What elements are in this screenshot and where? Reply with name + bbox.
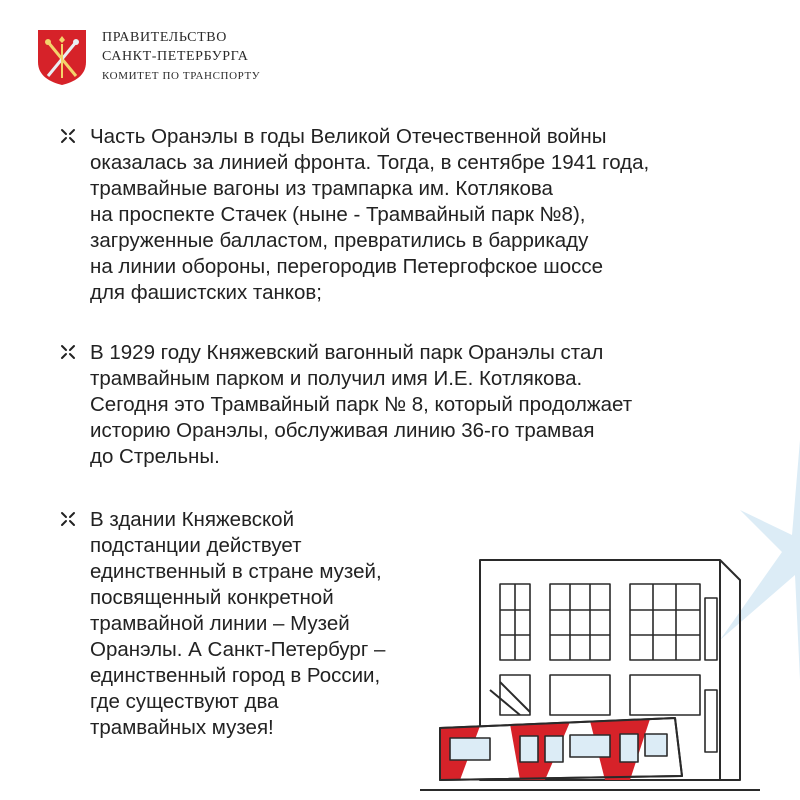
text-line: трамвайной линии – Музей <box>90 612 350 635</box>
tram-building-illustration <box>420 540 800 800</box>
text-line: на линии обороны, перегородив Петергофское шоссе <box>90 255 604 278</box>
org-line-3: КОМИТЕТ ПО ТРАНСПОРТУ <box>102 70 261 82</box>
cross-bullet-icon <box>60 344 76 360</box>
text-line: В 1929 году Княжевский вагонный парк Оранэлы стал <box>90 341 604 364</box>
text-line: трамвайным парком и получил имя И.Е. Котлякова. <box>90 367 583 390</box>
bullet-text-2 <box>90 340 632 470</box>
header <box>36 28 260 86</box>
text-line: где существуют два <box>90 690 279 713</box>
text-line: трамвайные вагоны из трампарка им. Котлякова <box>90 177 553 200</box>
text-line: до Стрельны. <box>90 445 220 468</box>
text-line: подстанции действует <box>90 534 302 557</box>
tram-icon <box>420 682 760 790</box>
cross-bullet-icon <box>60 511 76 527</box>
text-line: оказалась за линией фронта. Тогда, в сентябре 1941 года, <box>90 151 650 174</box>
text-line: историю Оранэлы, обслуживая линию 36-го трамвая <box>90 419 595 442</box>
text-line: Оранэлы. А Санкт-Петербург – <box>90 638 386 661</box>
org-line-2: САНКТ-ПЕТЕРБУРГА <box>102 49 249 64</box>
text-line: единственный город в России, <box>90 664 381 687</box>
org-line-1: ПРАВИТЕЛЬСТВО <box>102 30 227 45</box>
text-line: загруженные балластом, превратились в баррикаду <box>90 229 589 252</box>
text-line: В здании Княжевской <box>90 508 295 531</box>
text-line: единственный в стране музей, <box>90 560 382 583</box>
text-line: на проспекте Стачек (ныне - Трамвайный парк №8), <box>90 203 586 226</box>
text-line: посвященный конкретной <box>90 586 334 609</box>
organization-name <box>102 28 260 84</box>
text-line: для фашистских танков; <box>90 281 322 304</box>
coat-of-arms-icon <box>36 28 88 86</box>
text-line: Часть Оранэлы в годы Великой Отечественной войны <box>90 125 607 148</box>
cross-bullet-icon <box>60 128 76 144</box>
text-line: Сегодня это Трамвайный парк № 8, который продолжает <box>90 393 633 416</box>
bullet-text-3 <box>90 507 385 741</box>
bullet-text-1 <box>90 124 649 306</box>
text-line: трамвайных музея! <box>90 716 274 739</box>
